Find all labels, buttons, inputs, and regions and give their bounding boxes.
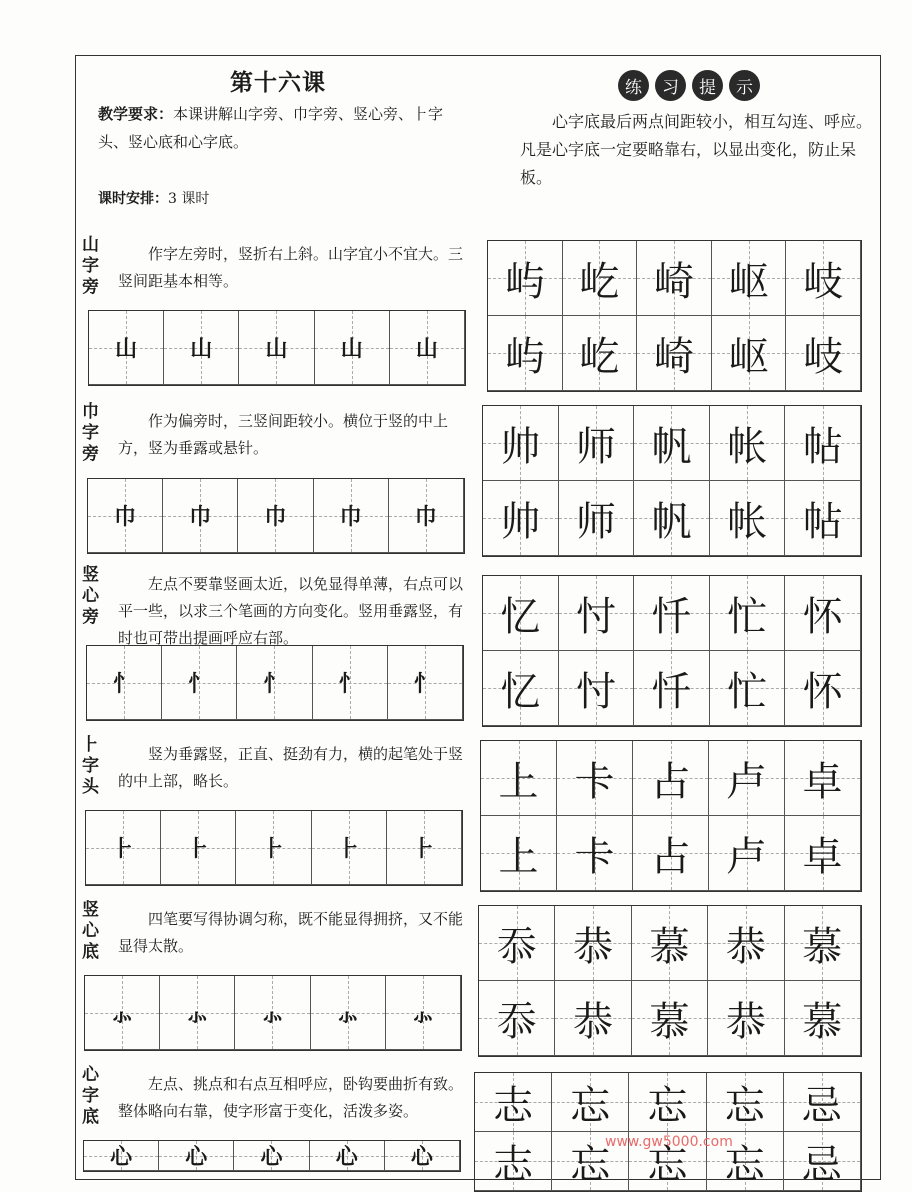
character-glyph: 忌: [801, 1082, 842, 1129]
character-glyph: 占: [650, 833, 691, 880]
character-glyph: 崎: [653, 333, 694, 380]
character-practice-grid: [482, 575, 862, 727]
character-cell: [483, 406, 559, 481]
character-cell: [633, 741, 709, 816]
character-glyph: 卡: [574, 833, 615, 880]
character-glyph: 帅: [500, 423, 541, 470]
radical-cell: [310, 1141, 385, 1171]
radical-cell: [314, 479, 389, 553]
character-cell: [709, 816, 785, 891]
radical-cell: [164, 311, 239, 385]
character-cell: [786, 241, 861, 316]
section-label: 竖心旁: [82, 565, 99, 627]
character-glyph: 帐: [727, 498, 768, 545]
tips-header-char: 习: [655, 70, 686, 101]
practice-tips-text: 心字底最后两点间距较小，相互勾连、呼应。凡是心字底一定要略靠右，以显出变化，防止呆板。: [520, 112, 873, 187]
requirement-label: 教学要求：: [98, 105, 174, 123]
character-cell: [712, 316, 787, 391]
tips-header-char: 示: [729, 70, 760, 101]
character-glyph: 屹: [579, 258, 620, 305]
watermark: www.gw5000.com: [605, 1134, 733, 1150]
radical-practice-grid: [86, 645, 464, 721]
radical-cell: [312, 811, 387, 885]
radical-glyph: 忄: [338, 671, 361, 697]
character-glyph: 志: [493, 1141, 534, 1188]
character-glyph: 卢: [726, 758, 767, 805]
radical-cell: [238, 479, 313, 553]
radical-cell: [85, 976, 160, 1050]
radical-glyph: 忄: [113, 671, 136, 697]
radical-glyph: ⺊: [412, 836, 435, 862]
character-cell: [785, 741, 861, 816]
character-glyph: 恭: [573, 923, 614, 970]
radical-cell: [161, 811, 236, 885]
character-glyph: 忏: [651, 593, 692, 640]
character-cell: [786, 316, 861, 391]
character-glyph: 卓: [802, 833, 843, 880]
section-description: 作字左旁时，竖折右上斜。山字宜小不宜大。三竖间距基本相等。: [118, 245, 464, 290]
schedule-label: 课时安排：: [98, 191, 168, 207]
character-cell: [488, 241, 563, 316]
radical-cell: [88, 479, 163, 553]
character-cell: [479, 981, 555, 1056]
character-cell: [785, 816, 861, 891]
character-glyph: 忝: [496, 998, 537, 1045]
character-glyph: 忝: [496, 923, 537, 970]
character-glyph: 卡: [574, 758, 615, 805]
character-glyph: 慕: [649, 923, 690, 970]
radical-practice-grid: [83, 1140, 461, 1172]
character-glyph: 忖: [575, 668, 616, 715]
radical-cell: [311, 976, 386, 1050]
character-cell: [557, 816, 633, 891]
radical-cell: [315, 311, 390, 385]
character-glyph: 帖: [802, 423, 843, 470]
radical-glyph: 山: [190, 336, 213, 362]
lesson-title: 第十六课: [230, 69, 326, 96]
radical-glyph: ⺗: [261, 1001, 284, 1027]
character-glyph: 忘: [724, 1141, 765, 1188]
character-cell: [555, 981, 631, 1056]
radical-glyph: 心: [335, 1144, 358, 1170]
radical-cell: [159, 1141, 234, 1171]
radical-cell: [163, 479, 238, 553]
radical-glyph: 山: [340, 336, 363, 362]
character-cell: [634, 651, 710, 726]
radical-practice-grid: [88, 310, 466, 386]
character-glyph: 忏: [651, 668, 692, 715]
character-cell: [785, 906, 861, 981]
schedule-text: 3 课时: [168, 191, 210, 207]
section-description: 左点不要靠竖画太近，以免显得单薄，右点可以平一些，以求三个笔画的方向变化。竖用垂露竖，有时也可带出提画呼应右部。: [118, 575, 464, 647]
character-cell: [475, 1073, 552, 1132]
character-practice-grid: [478, 905, 862, 1057]
radical-glyph: ⺗: [336, 1001, 359, 1027]
radical-cell: [86, 811, 161, 885]
radical-glyph: 忄: [188, 671, 211, 697]
radical-cell: [234, 1141, 309, 1171]
radical-glyph: 忄: [413, 671, 436, 697]
character-cell: [563, 241, 638, 316]
character-glyph: 慕: [649, 998, 690, 1045]
character-cell: [634, 481, 710, 556]
character-cell: [785, 406, 861, 481]
character-glyph: 忖: [575, 593, 616, 640]
radical-glyph: 山: [115, 336, 138, 362]
character-glyph: 占: [650, 758, 691, 805]
character-cell: [785, 651, 861, 726]
character-glyph: 帆: [651, 498, 692, 545]
radical-cell: [236, 811, 311, 885]
radical-glyph: 巾: [264, 504, 287, 530]
character-cell: [481, 741, 557, 816]
radical-practice-grid: [84, 975, 462, 1051]
character-cell: [785, 481, 861, 556]
character-cell: [633, 816, 709, 891]
radical-cell: [390, 311, 465, 385]
character-cell: [629, 1073, 706, 1132]
radical-glyph: 心: [185, 1144, 208, 1170]
character-cell: [557, 741, 633, 816]
character-glyph: 志: [493, 1082, 534, 1129]
radical-glyph: 心: [110, 1144, 133, 1170]
character-glyph: 帅: [500, 498, 541, 545]
character-glyph: 恭: [573, 998, 614, 1045]
radical-glyph: 山: [265, 336, 288, 362]
class-schedule: [98, 188, 209, 208]
character-cell: [632, 981, 708, 1056]
character-cell: [708, 981, 784, 1056]
character-glyph: 怀: [802, 668, 843, 715]
radical-cell: [386, 976, 461, 1050]
character-cell: [710, 481, 786, 556]
character-glyph: 上: [498, 758, 539, 805]
radical-glyph: 巾: [414, 504, 437, 530]
character-cell: [785, 576, 861, 651]
radical-glyph: 心: [260, 1144, 283, 1170]
radical-glyph: ⺊: [337, 836, 360, 862]
character-practice-grid: [480, 740, 862, 892]
radical-glyph: 巾: [189, 504, 212, 530]
character-cell: [479, 906, 555, 981]
character-cell: [710, 651, 786, 726]
radical-glyph: 忄: [263, 671, 286, 697]
character-cell: [475, 1132, 552, 1191]
character-cell: [637, 241, 712, 316]
radical-glyph: 山: [415, 336, 438, 362]
character-glyph: 忆: [500, 593, 541, 640]
character-glyph: 崎: [653, 258, 694, 305]
character-cell: [709, 741, 785, 816]
character-cell: [483, 576, 559, 651]
character-cell: [712, 241, 787, 316]
radical-cell: [84, 1141, 159, 1171]
character-practice-grid: [487, 240, 862, 392]
character-glyph: 忘: [724, 1082, 765, 1129]
character-practice-grid: [482, 405, 862, 557]
radical-practice-grid: [85, 810, 463, 886]
section-label: 竖心底: [82, 900, 99, 962]
character-practice-grid: [474, 1072, 862, 1192]
radical-glyph: ⺊: [262, 836, 285, 862]
character-glyph: 忌: [801, 1141, 842, 1188]
radical-glyph: 巾: [114, 504, 137, 530]
character-cell: [559, 406, 635, 481]
radical-cell: [239, 311, 314, 385]
character-glyph: 卢: [726, 833, 767, 880]
character-glyph: 忘: [647, 1082, 688, 1129]
character-cell: [710, 576, 786, 651]
radical-cell: [235, 976, 310, 1050]
practice-tips-header: [618, 70, 760, 101]
section-label: 巾字旁: [82, 402, 99, 464]
radical-cell: [389, 479, 464, 553]
radical-glyph: ⺗: [186, 1001, 209, 1027]
character-glyph: 忆: [500, 668, 541, 715]
character-cell: [632, 906, 708, 981]
radical-cell: [87, 646, 162, 720]
radical-cell: [313, 646, 388, 720]
radical-glyph: 心: [410, 1144, 433, 1170]
character-glyph: 忘: [570, 1082, 611, 1129]
section-description: 四笔要写得协调匀称，既不能显得拥挤，又不能显得太散。: [118, 910, 464, 955]
radical-glyph: ⺗: [411, 1001, 434, 1027]
section-label: 心字底: [82, 1065, 99, 1127]
radical-cell: [385, 1141, 460, 1171]
character-glyph: 忘: [570, 1141, 611, 1188]
character-glyph: 帖: [802, 498, 843, 545]
character-cell: [784, 1132, 861, 1191]
character-cell: [481, 816, 557, 891]
radical-practice-grid: [87, 478, 465, 554]
character-glyph: 慕: [802, 998, 843, 1045]
radical-glyph: ⺊: [112, 836, 135, 862]
tips-header-char: 练: [618, 70, 649, 101]
section-label: 山字旁: [82, 235, 99, 297]
character-cell: [559, 481, 635, 556]
section-description: 左点、挑点和右点互相呼应，卧钩要曲折有致。整体略向右靠，使字形富于变化，活泼多姿。: [118, 1075, 464, 1120]
character-glyph: 屹: [579, 333, 620, 380]
character-glyph: 卓: [802, 758, 843, 805]
character-glyph: 帆: [651, 423, 692, 470]
teaching-requirement: [98, 100, 466, 156]
character-glyph: 屿: [504, 258, 545, 305]
character-cell: [559, 576, 635, 651]
character-cell: [707, 1073, 784, 1132]
character-cell: [555, 906, 631, 981]
character-glyph: 忙: [727, 593, 768, 640]
character-glyph: 慕: [802, 923, 843, 970]
radical-glyph: ⺊: [187, 836, 210, 862]
character-glyph: 岖: [728, 333, 769, 380]
character-cell: [710, 406, 786, 481]
character-cell: [559, 651, 635, 726]
character-cell: [483, 651, 559, 726]
radical-cell: [387, 811, 462, 885]
character-glyph: 恭: [725, 923, 766, 970]
character-cell: [488, 316, 563, 391]
character-cell: [784, 1073, 861, 1132]
radical-cell: [388, 646, 463, 720]
character-glyph: 师: [575, 498, 616, 545]
tips-header-char: 提: [692, 70, 723, 101]
character-cell: [483, 481, 559, 556]
radical-cell: [237, 646, 312, 720]
character-glyph: 屿: [504, 333, 545, 380]
character-cell: [637, 316, 712, 391]
character-glyph: 恭: [725, 998, 766, 1045]
section-description: 作为偏旁时，三竖间距较小。横位于竖的中上方，竖为垂露或悬针。: [118, 412, 449, 457]
character-glyph: 帐: [727, 423, 768, 470]
section-label: ⺊字头: [82, 735, 99, 797]
character-cell: [634, 406, 710, 481]
character-glyph: 岐: [803, 258, 844, 305]
character-cell: [785, 981, 861, 1056]
radical-cell: [162, 646, 237, 720]
character-glyph: 岐: [803, 333, 844, 380]
character-glyph: 忘: [647, 1141, 688, 1188]
character-cell: [552, 1073, 629, 1132]
radical-glyph: 巾: [339, 504, 362, 530]
character-glyph: 上: [498, 833, 539, 880]
character-cell: [563, 316, 638, 391]
character-cell: [634, 576, 710, 651]
section-description: 竖为垂露竖，正直、挺劲有力，横的起笔处于竖的中上部，略长。: [118, 745, 464, 790]
radical-cell: [89, 311, 164, 385]
character-glyph: 怀: [802, 593, 843, 640]
character-cell: [708, 906, 784, 981]
character-glyph: 师: [575, 423, 616, 470]
character-glyph: 忙: [727, 668, 768, 715]
radical-cell: [160, 976, 235, 1050]
character-glyph: 岖: [728, 258, 769, 305]
requirement-text: 本课讲解山字旁、巾字旁、竖心旁、⺊字头、竖心底和心字底。: [98, 105, 444, 151]
radical-glyph: ⺗: [111, 1001, 134, 1027]
